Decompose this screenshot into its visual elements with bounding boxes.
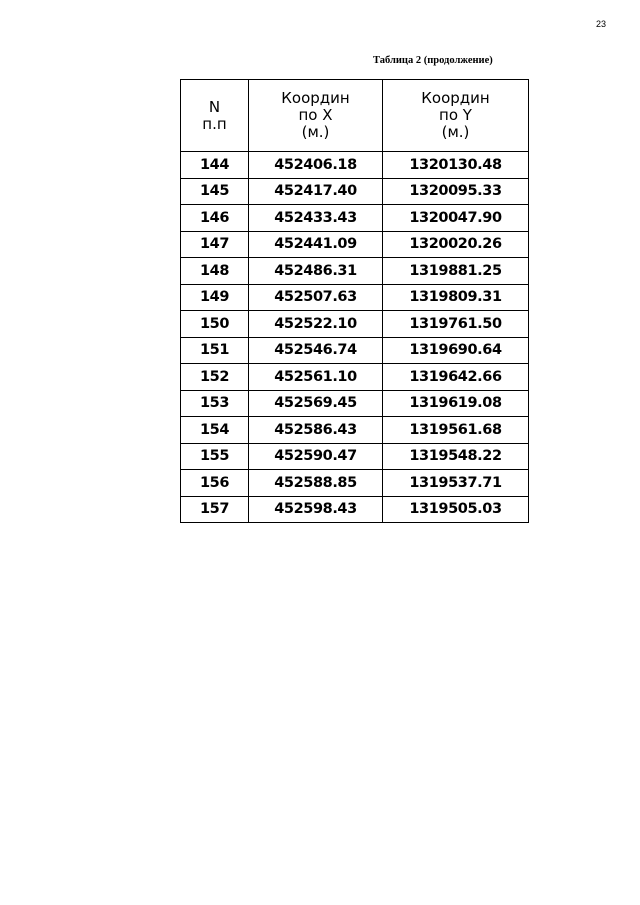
- cell-x: 452569.45: [249, 390, 383, 417]
- cell-y: 1319561.68: [383, 417, 529, 444]
- cell-number: 155: [181, 443, 249, 470]
- cell-number: 154: [181, 417, 249, 444]
- header-x-coordinate: [249, 80, 383, 152]
- header-line: (м.): [441, 123, 470, 141]
- table-caption: Таблица 2 (продолжение): [373, 55, 493, 66]
- table-row: [181, 311, 529, 338]
- cell-y: 1319642.66: [383, 364, 529, 391]
- table-row: [181, 496, 529, 523]
- cell-y: 1319881.25: [383, 258, 529, 285]
- cell-x: 452561.10: [249, 364, 383, 391]
- cell-x: 452590.47: [249, 443, 383, 470]
- header-line: Координ: [421, 89, 490, 107]
- cell-number: 146: [181, 205, 249, 232]
- table-row: [181, 152, 529, 179]
- table-header: [181, 80, 529, 152]
- table-row: [181, 390, 529, 417]
- cell-y: 1319537.71: [383, 470, 529, 497]
- cell-number: 151: [181, 337, 249, 364]
- table-row: [181, 443, 529, 470]
- cell-x: 452441.09: [249, 231, 383, 258]
- page-number: 23: [596, 19, 607, 29]
- table-row: [181, 364, 529, 391]
- header-line: N: [208, 97, 221, 116]
- cell-x: 452588.85: [249, 470, 383, 497]
- cell-number: 153: [181, 390, 249, 417]
- cell-number: 157: [181, 496, 249, 523]
- table-row: [181, 231, 529, 258]
- cell-y: 1319809.31: [383, 284, 529, 311]
- header-line: Координ: [281, 89, 350, 107]
- cell-y: 1320020.26: [383, 231, 529, 258]
- cell-x: 452522.10: [249, 311, 383, 338]
- cell-number: 150: [181, 311, 249, 338]
- cell-x: 452598.43: [249, 496, 383, 523]
- header-line: (м.): [301, 123, 330, 141]
- cell-y: 1319548.22: [383, 443, 529, 470]
- table-row: [181, 205, 529, 232]
- cell-x: 452546.74: [249, 337, 383, 364]
- cell-y: 1320047.90: [383, 205, 529, 232]
- cell-number: 148: [181, 258, 249, 285]
- cell-y: 1319690.64: [383, 337, 529, 364]
- cell-y: 1320095.33: [383, 178, 529, 205]
- cell-x: 452507.63: [249, 284, 383, 311]
- cell-number: 147: [181, 231, 249, 258]
- cell-x: 452486.31: [249, 258, 383, 285]
- header-row: [181, 80, 529, 152]
- cell-y: 1320130.48: [383, 152, 529, 179]
- cell-y: 1319505.03: [383, 496, 529, 523]
- table-row: [181, 284, 529, 311]
- cell-y: 1319619.08: [383, 390, 529, 417]
- cell-number: 144: [181, 152, 249, 179]
- header-line: по Y: [439, 106, 472, 124]
- cell-number: 145: [181, 178, 249, 205]
- header-y-coordinate: [383, 80, 529, 152]
- cell-number: 152: [181, 364, 249, 391]
- header-line: по X: [298, 106, 333, 124]
- table-row: [181, 337, 529, 364]
- cell-number: 156: [181, 470, 249, 497]
- cell-y: 1319761.50: [383, 311, 529, 338]
- header-line: п.п: [202, 114, 227, 133]
- header-number: [181, 80, 249, 152]
- cell-number: 149: [181, 284, 249, 311]
- table-body: [181, 152, 529, 523]
- cell-x: 452586.43: [249, 417, 383, 444]
- coordinates-table: [180, 79, 529, 523]
- cell-x: 452417.40: [249, 178, 383, 205]
- cell-x: 452406.18: [249, 152, 383, 179]
- table-row: [181, 178, 529, 205]
- table-row: [181, 258, 529, 285]
- cell-x: 452433.43: [249, 205, 383, 232]
- table-row: [181, 470, 529, 497]
- table-row: [181, 417, 529, 444]
